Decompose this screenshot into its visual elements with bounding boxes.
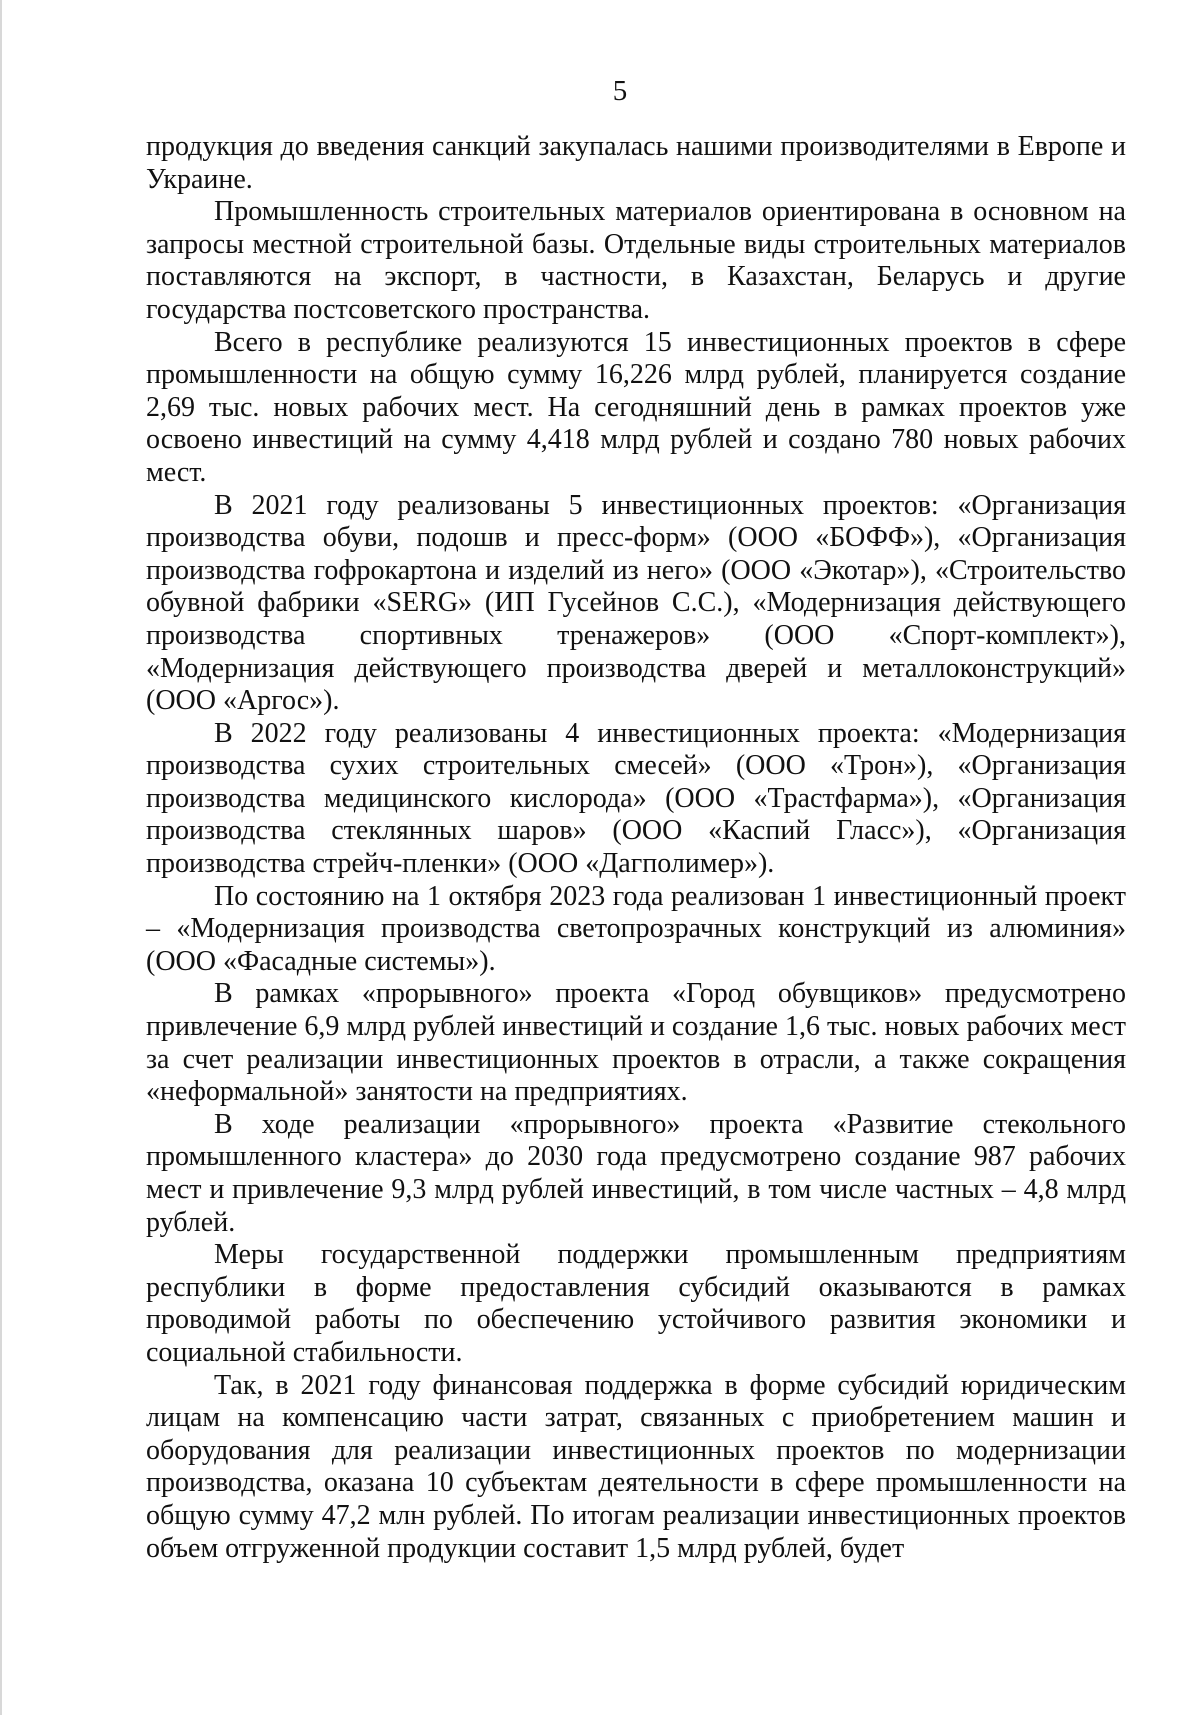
- paragraph: В 2022 году реализованы 4 инвестиционных проекта: «Модернизация производства сухих строительных смесей» (ООО «Трон»), «Организация производства медицинского кислорода» (ООО «Трастфарма»), «Организация производства стеклянных шаров» (ООО «Каспий Гласс»), «Организация производства стрейч-пленки» (ООО «Дагполимер»).: [146, 717, 1126, 880]
- paragraph: В 2021 году реализованы 5 инвестиционных проектов: «Организация производства обуви, подошв и пресс-форм» (ООО «БОФФ»), «Организация производства гофрокартона и изделий из него» (ООО «Экотар»), «Строительство обувной фабрики «SERG» (ИП Гусейнов С.С.), «Модернизация действующего производства спортивных тренажеров» (ООО «Спорт-комплект»), «Модернизация действующего производства дверей и металлоконструкций» (ООО «Аргос»).: [146, 489, 1126, 717]
- paragraph: продукция до введения санкций закупалась нашими производителями в Европе и Украине.: [146, 131, 1126, 195]
- paragraph: Так, в 2021 году финансовая поддержка в форме субсидий юридическим лицам на компенсацию части затрат, связанных с приобретением машин и оборудования для реализации инвестиционных проектов по модернизации производства, оказана 10 субъектам деятельности в сфере промышленности на общую сумму 47,2 млн рублей. По итогам реализации инвестиционных проектов объем отгруженной продукции составит 1,5 млрд рублей, будет: [146, 1369, 1126, 1564]
- paragraph: В рамках «прорывного» проекта «Город обувщиков» предусмотрено привлечение 6,9 млрд рублей инвестиций и создание 1,6 тыс. новых рабочих мест за счет реализации инвестиционных проектов в отрасли, а также сокращения «неформальной» занятости на предприятиях.: [146, 978, 1126, 1108]
- paragraph: По состоянию на 1 октября 2023 года реализован 1 инвестиционный проект – «Модернизация производства светопрозрачных конструкций из алюминия» (ООО «Фасадные системы»).: [146, 880, 1126, 977]
- paragraph: Всего в республике реализуются 15 инвестиционных проектов в сфере промышленности на общую сумму 16,226 млрд рублей, планируется создание 2,69 тыс. новых рабочих мест. На сегодняшний день в рамках проектов уже освоено инвестиций на сумму 4,418 млрд рублей и создано 780 новых рабочих мест.: [146, 326, 1126, 488]
- paragraph: Промышленность строительных материалов ориентирована в основном на запросы местной строительной базы. Отдельные виды строительных материалов поставляются на экспорт, в частности, в Казахстан, Беларусь и другие государства постсоветского пространства.: [146, 196, 1126, 325]
- paragraph: Меры государственной поддержки промышленным предприятиям республики в форме предоставления субсидий оказываются в рамках проводимой работы по обеспечению устойчивого развития экономики и социальной стабильности.: [146, 1239, 1126, 1368]
- document-body: [146, 131, 1126, 1565]
- paragraph: В ходе реализации «прорывного» проекта «Развитие стекольного промышленного кластера» до 2030 года предусмотрено создание 987 рабочих мест и привлечение 9,3 млрд рублей инвестиций, в том числе частных – 4,8 млрд рублей.: [146, 1108, 1126, 1238]
- page-left-edge: [0, 0, 2, 1715]
- page-number: 5: [612, 75, 628, 107]
